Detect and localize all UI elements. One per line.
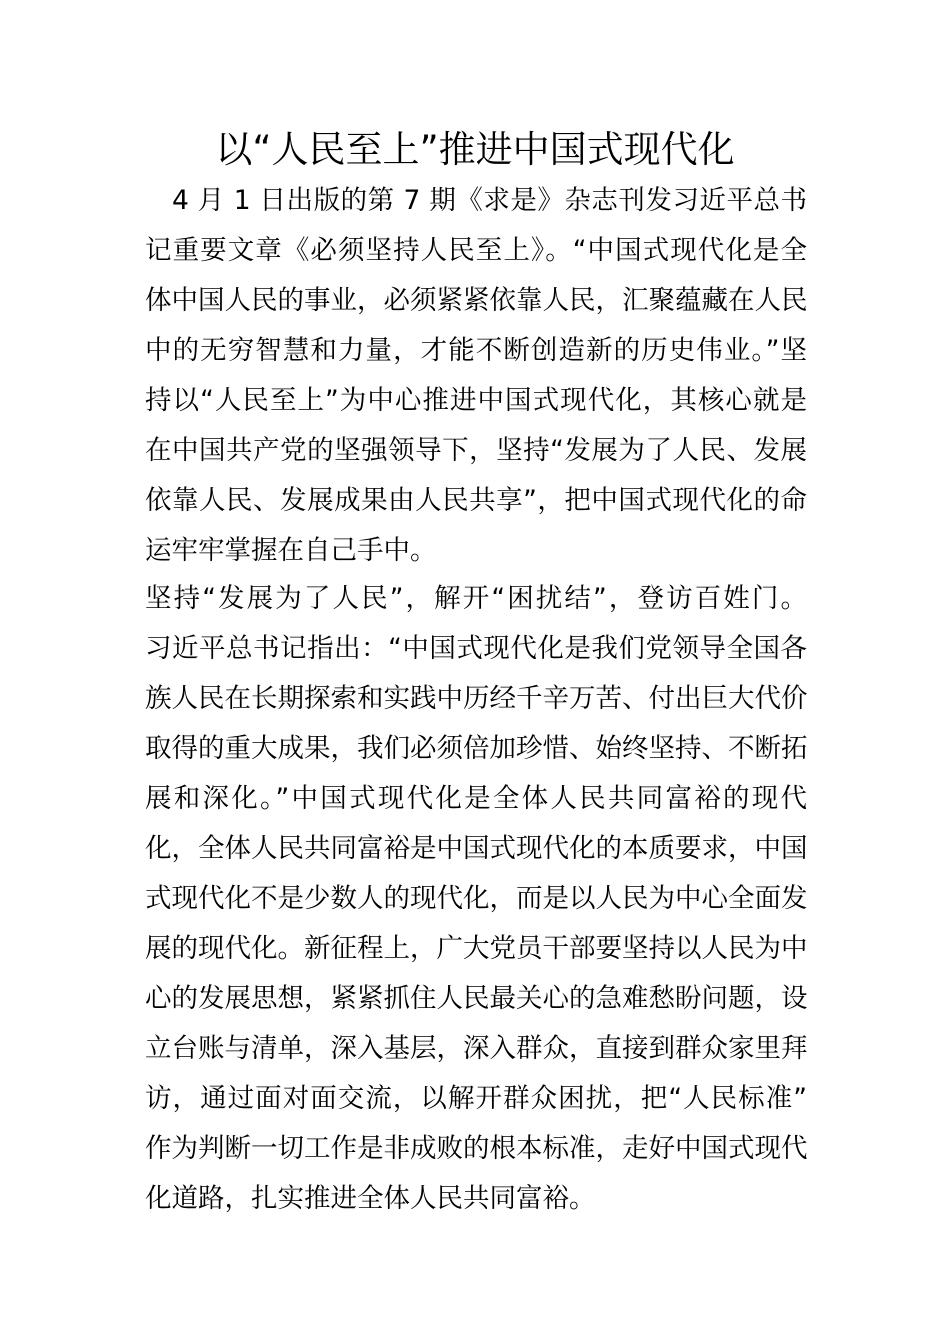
text-line: 展和深化。”中国式现代化是全体人民共同富裕的现代 bbox=[145, 783, 807, 814]
text-line: 式现代化不是少数人的现代化，而是以人民为中心全面发 bbox=[145, 883, 808, 914]
text-line: 立台账与清单，深入基层，深入群众，直接到群众家里拜 bbox=[145, 1033, 808, 1064]
text-line: 在中国共产党的坚强领导下，坚持“发展为了人民、发展 bbox=[145, 435, 807, 466]
text-line: 依靠人民、发展成果由人民共享”，把中国式现代化的命 bbox=[145, 485, 807, 516]
text-line: 化道路，扎实推进全体人民共同富裕。 bbox=[145, 1183, 596, 1214]
text-line: 取得的重大成果，我们必须倍加珍惜、始终坚持、不断拓 bbox=[145, 733, 808, 764]
paragraph-2 bbox=[145, 574, 807, 1224]
text-line: 运牢牢掌握在自己手中。 bbox=[145, 535, 437, 566]
text-line: 记重要文章《必须坚持人民至上》。“中国式现代化是全 bbox=[145, 235, 807, 266]
text-line: 中的无穷智慧和力量，才能不断创造新的历史伟业。”坚 bbox=[145, 335, 807, 366]
text-line: 持以“人民至上”为中心推进中国式现代化，其核心就是 bbox=[145, 385, 807, 416]
text-line: 心的发展思想，紧紧抓住人民最关心的急难愁盼问题，设 bbox=[145, 983, 808, 1014]
page-title: 以“人民至上”推进中国式现代化 bbox=[215, 128, 735, 171]
text-line: 体中国人民的事业，必须紧紧依靠人民，汇聚蕴藏在人民 bbox=[145, 285, 808, 316]
paragraph-1 bbox=[145, 176, 807, 576]
text-line: 族人民在长期探索和实践中历经千辛万苦、付出巨大代价 bbox=[145, 683, 808, 714]
text-line: 访，通过面对面交流，以解开群众困扰，把“人民标准” bbox=[145, 1083, 807, 1114]
text-line: 习近平总书记指出：“中国式现代化是我们党领导全国各 bbox=[145, 633, 807, 664]
text-line: 坚持“发展为了人民”，解开“困扰结”，登访百姓门。 bbox=[145, 583, 807, 614]
text-line: 化，全体人民共同富裕是中国式现代化的本质要求，中国 bbox=[145, 833, 808, 864]
text-line: 展的现代化。新征程上，广大党员干部要坚持以人民为中 bbox=[145, 933, 808, 964]
text-line: 作为判断一切工作是非成败的根本标准，走好中国式现代 bbox=[145, 1133, 808, 1164]
text-line: 4 月 1 日出版的第 7 期《求是》杂志刊发习近平总书 bbox=[145, 185, 807, 216]
